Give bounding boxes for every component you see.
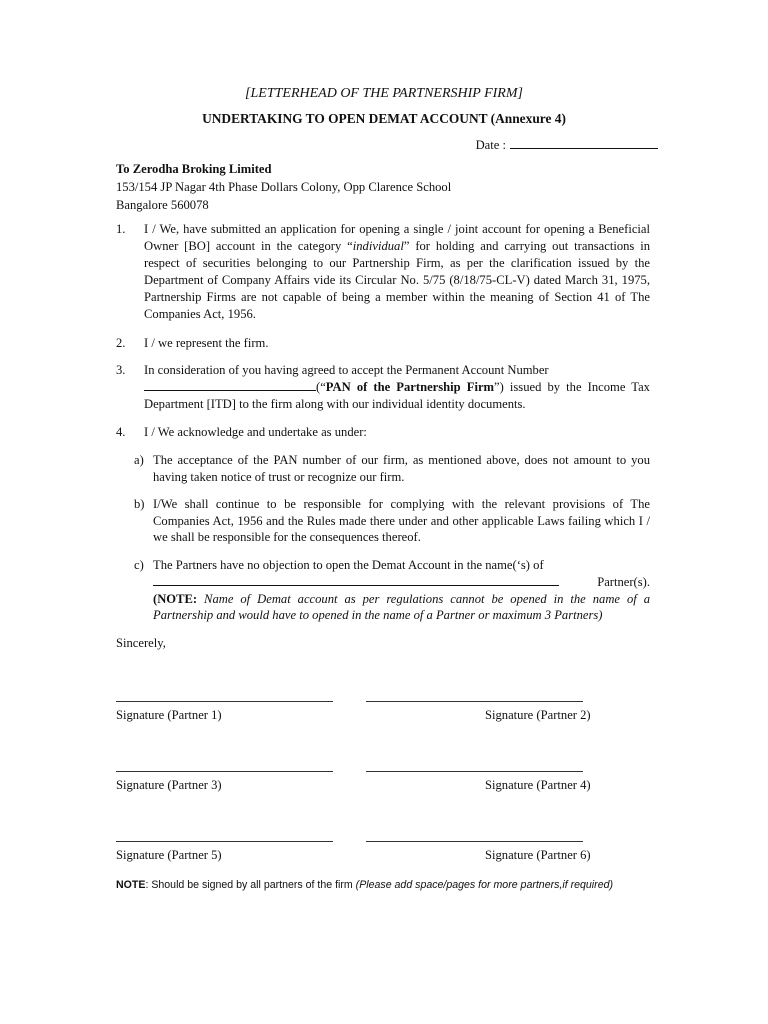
signature-line — [366, 841, 583, 842]
clause-number: 1. — [116, 222, 126, 236]
sub-clause-label: c) — [134, 558, 144, 572]
date-blank-line — [510, 136, 658, 149]
clause-italic: individual — [352, 239, 404, 253]
footnote-label: NOTE — [116, 879, 146, 891]
clause-text: ”) issued by the Income Tax Department [ITD] to the firm along with our individual identity documents. — [144, 380, 650, 411]
signature-line — [366, 771, 583, 772]
signature-line — [116, 841, 333, 842]
sub-clause-c — [134, 557, 650, 624]
signature-label-partner-3: Signature (Partner 3) — [116, 778, 222, 792]
addressee-line2: Bangalore 560078 — [116, 198, 209, 212]
note-label: (NOTE: — [153, 591, 205, 606]
closing: Sincerely, — [116, 636, 166, 650]
signature-label-partner-1: Signature (Partner 1) — [116, 708, 222, 722]
clause-text: I / We acknowledge and undertake as under: — [144, 425, 367, 439]
partner-name-blank-line — [153, 574, 559, 586]
sub-clause-text: The acceptance of the PAN number of our firm, as mentioned above, does not amount to you having taken notice of trust or recognize our firm. — [153, 453, 650, 484]
clause-4 — [116, 424, 650, 441]
clause-number: 2. — [116, 336, 126, 350]
clause-2 — [116, 335, 650, 352]
footnote-italic: (Please add space/pages for more partners,if required) — [355, 879, 613, 891]
clause-text: I / we represent the firm. — [144, 336, 269, 350]
signature-line — [116, 771, 333, 772]
date-label: Date : — [475, 138, 506, 152]
clause-text: I / We, have submitted an application for opening a single / joint account for opening a Beneficial Owner [BO] account in the category “ — [144, 222, 650, 253]
clause-1 — [116, 221, 650, 323]
signature-label-partner-6: Signature (Partner 6) — [485, 848, 591, 862]
sub-clause-b — [134, 496, 650, 546]
clause-bold: PAN of the Partnership Firm — [325, 380, 495, 394]
signature-line — [366, 701, 583, 702]
signature-label-partner-4: Signature (Partner 4) — [485, 778, 591, 792]
sub-clause-label: a) — [134, 453, 144, 467]
clause-3 — [116, 362, 650, 413]
letterhead-placeholder: [LETTERHEAD OF THE PARTNERSHIP FIRM] — [245, 86, 523, 101]
sub-clause-text: Partner(s). — [597, 574, 650, 589]
clause-number: 4. — [116, 425, 126, 439]
addressee-name: Zerodha Broking Limited — [132, 162, 272, 176]
sub-clause-a — [134, 452, 650, 485]
document-title: UNDERTAKING TO OPEN DEMAT ACCOUNT (Annexure 4) — [202, 111, 566, 126]
footnote-text: : Should be signed by all partners of the firm — [145, 879, 356, 891]
addressee-line1: 153/154 JP Nagar 4th Phase Dollars Colony, Opp Clarence School — [116, 180, 452, 194]
clause-text: (“ — [316, 380, 326, 394]
sub-clause-text: The Partners have no objection to open the Demat Account in the name(‘s) of — [153, 558, 544, 572]
clause-number: 3. — [116, 363, 126, 377]
signature-label-partner-5: Signature (Partner 5) — [116, 848, 222, 862]
date-field — [476, 136, 658, 153]
addressee-to: To — [116, 162, 133, 176]
signature-line — [116, 701, 333, 702]
signature-label-partner-2: Signature (Partner 2) — [485, 708, 591, 722]
clause-text: In consideration of you having agreed to accept the Permanent Account Number — [144, 363, 549, 377]
sub-clause-text: I/We shall continue to be responsible for complying with the relevant provisions of The Companies Act, 1956 and the Rules made there under and other applicable Laws failing which I / we shall be responsible for the consequences thereof. — [153, 497, 650, 544]
pan-blank-line — [144, 379, 316, 391]
note-text: Name of Demat account as per regulations cannot be opened in the name of a Partnership and would have to opened in the name of a Partner or maximum 3 Partners) — [153, 591, 651, 622]
footnote — [116, 879, 613, 891]
clause-text: ” for holding and carrying out transactions in respect of securities belonging to our Partnership Firm, as per the clarification issued by the Department of Company Affairs vide its Circular No. 5/75 (8/18/75-CL-V) dated March 31, 1975, Partnership Firms are not capable of being a member within the meaning of Section 41 of The Companies Act, 1956. — [144, 239, 650, 321]
sub-clause-label: b) — [134, 497, 145, 511]
addressee-block — [116, 160, 451, 214]
